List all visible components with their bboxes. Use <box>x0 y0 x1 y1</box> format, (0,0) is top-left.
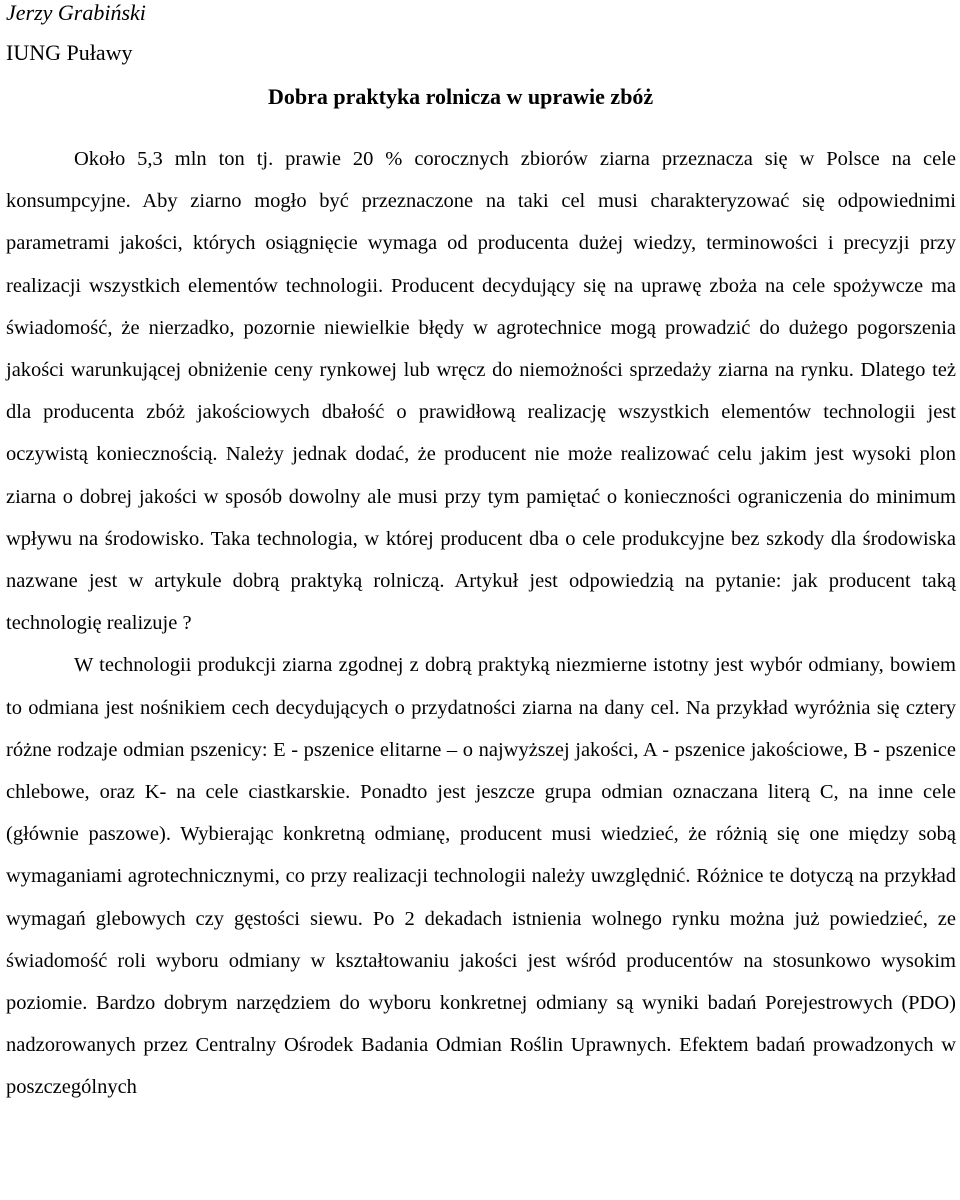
body-paragraph: Około 5,3 mln ton tj. prawie 20 % corocznych zbiorów ziarna przeznacza się w Polsce na cele konsumpcyjne. Aby ziarno mogło być przeznaczone na taki cel musi charakteryzować się odpowiednimi parametrami jakości, których osiągnięcie wymaga od producenta dużej wiedzy, terminowości i precyzji przy realizacji wszystkich elementów technologii. Producent decydujący się na uprawę zboża na cele spożywcze ma świadomość, że nierzadko, pozornie niewielkie błędy w agrotechnice mogą prowadzić do dużego pogorszenia jakości warunkującej obniżenie ceny rynkowej lub wręcz do niemożności sprzedaży ziarna na rynku. Dlatego też dla producenta zbóż jakościowych dbałość o prawidłową realizację wszystkich elementów technologii jest oczywistą koniecznością. Należy jednak dodać, że producent nie może realizować celu jakim jest wysoki plon ziarna o dobrej jakości w sposób dowolny ale musi przy tym pamiętać o konieczności ograniczenia do minimum wpływu na środowisko. Taka technologia, w której producent dba o cele produkcyjne bez szkody dla środowiska nazwane jest w artykule dobrą praktyką rolniczą. Artykuł jest odpowiedzią na pytanie: jak producent taką technologię realizuje ? <box>6 148 956 635</box>
institution-name: IUNG Puławy <box>6 40 133 65</box>
author-name: Jerzy Grabiński <box>6 0 146 25</box>
body-paragraph: W technologii produkcji ziarna zgodnej z dobrą praktyką niezmierne istotny jest wybór odmiany, bowiem to odmiana jest nośnikiem cech decydujących o przydatności ziarna na dany cel. Na przykład wyróżnia się cztery różne rodzaje odmian pszenicy: E - pszenice elitarne – o najwyższej jakości, A - pszenice jakościowe, B - pszenice chlebowe, oraz K- na cele ciastkarskie. Ponadto jest jeszcze grupa odmian oznaczana literą C, na inne cele (głównie paszowe). Wybierając konkretną odmianę, producent musi wiedzieć, że różnią się one między sobą wymaganiami agrotechnicznymi, co przy realizacji technologii należy uwzględnić. Różnice te dotyczą na przykład wymagań glebowych czy gęstości siewu. Po 2 dekadach istnienia wolnego rynku można już powiedzieć, ze świadomość roli wyboru odmiany w kształtowaniu jakości jest wśród producentów na stosunkowo wysokim poziomie. Bardzo dobrym narzędziem do wyboru konkretnej odmiany są wyniki badań Porejestrowych (PDO) nadzorowanych przez Centralny Ośrodek Badania Odmian Roślin Uprawnych. Efektem badań prowadzonych w poszczególnych <box>6 654 956 1099</box>
document-title: Dobra praktyka rolnicza w uprawie zbóż <box>268 84 654 109</box>
document-body <box>6 138 956 1109</box>
document-page <box>6 0 956 1109</box>
